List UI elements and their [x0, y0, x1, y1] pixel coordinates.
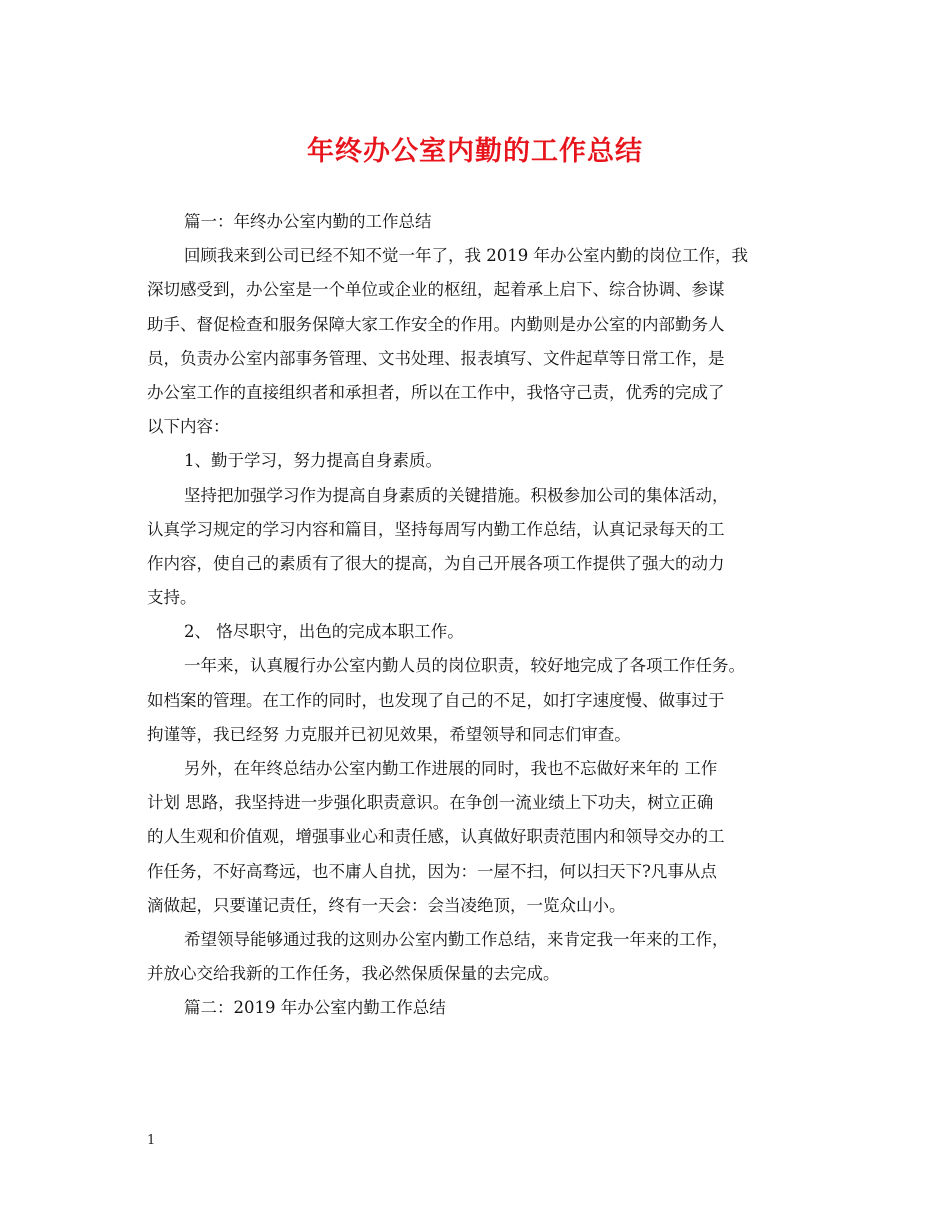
body-line: 助手、督促检查和服务保障大家工作安全的作用。内勤则是办公室的内部勤务人	[147, 314, 725, 334]
body-line: 回顾我来到公司已经不知不觉一年了，我 2019 年办公室内勤的岗位工作，我	[184, 246, 748, 266]
body-line: 希望领导能够通过我的这则办公室内勤工作总结，来肯定我一年来的工作，	[184, 929, 729, 949]
body-line: 坚持把加强学习作为提高自身素质的关键措施。积极参加公司的集体活动，	[184, 485, 729, 505]
body-line: 1、勤于学习，努力提高自身素质。	[184, 451, 442, 471]
body-line: 2、 恪尽职守，出色的完成本职工作。	[184, 622, 464, 642]
page-number: 1	[147, 1133, 156, 1148]
body-line: 篇一：年终办公室内勤的工作总结	[184, 212, 432, 231]
body-line: 一年来，认真履行办公室内勤人员的岗位职责，较好地完成了各项工作任务。	[184, 656, 745, 676]
body-line: 计划 思路，我坚持进一步强化职责意识。在争创一流业绩上下功夫，树立正确	[147, 793, 714, 813]
body-line: 作任务，不好高骛远，也不庸人自扰，因为：一屋不扫，何以扫天下?凡事从点	[147, 861, 717, 881]
body-line: 的人生观和价值观，增强事业心和责任感，认真做好职责范围内和领导交办的工	[147, 827, 725, 847]
document-body	[147, 205, 811, 1026]
body-line: 员，负责办公室内部事务管理、文书处理、报表填写、文件起草等日常工作，是	[147, 348, 725, 368]
body-line: 另外，在年终总结办公室内勤工作进展的同时，我也不忘做好来年的 工作	[184, 759, 718, 778]
body-line: 如档案的管理。在工作的同时，也发现了自己的不足，如打字速度慢、做事过于	[147, 690, 725, 710]
document-title: 年终办公室内勤的工作总结	[307, 136, 643, 167]
body-line: 作内容，使自己的素质有了很大的提高，为自己开展各项工作提供了强大的动力	[147, 553, 725, 573]
body-line: 深切感受到，办公室是一个单位或企业的枢纽，起着承上启下、综合协调、参谋	[147, 280, 725, 300]
body-line: 认真学习规定的学习内容和篇目，坚持每周写内勤工作总结，认真记录每天的工	[147, 519, 725, 539]
body-line: 拘谨等，我已经努 力克服并已初见效果，希望领导和同志们审查。	[147, 724, 631, 744]
body-line: 以下内容：	[147, 417, 230, 437]
body-line: 支持。	[147, 588, 197, 608]
body-line: 篇二：2019 年办公室内勤工作总结	[184, 998, 446, 1018]
body-line: 办公室工作的直接组织者和承担者，所以在工作中，我恪守己责，优秀的完成了	[147, 382, 725, 402]
body-line: 并放心交给我新的工作任务，我必然保质保量的去完成。	[147, 964, 560, 984]
body-line: 滴做起，只要谨记责任，终有一天会：会当凌绝顶，一览众山小。	[147, 895, 626, 915]
